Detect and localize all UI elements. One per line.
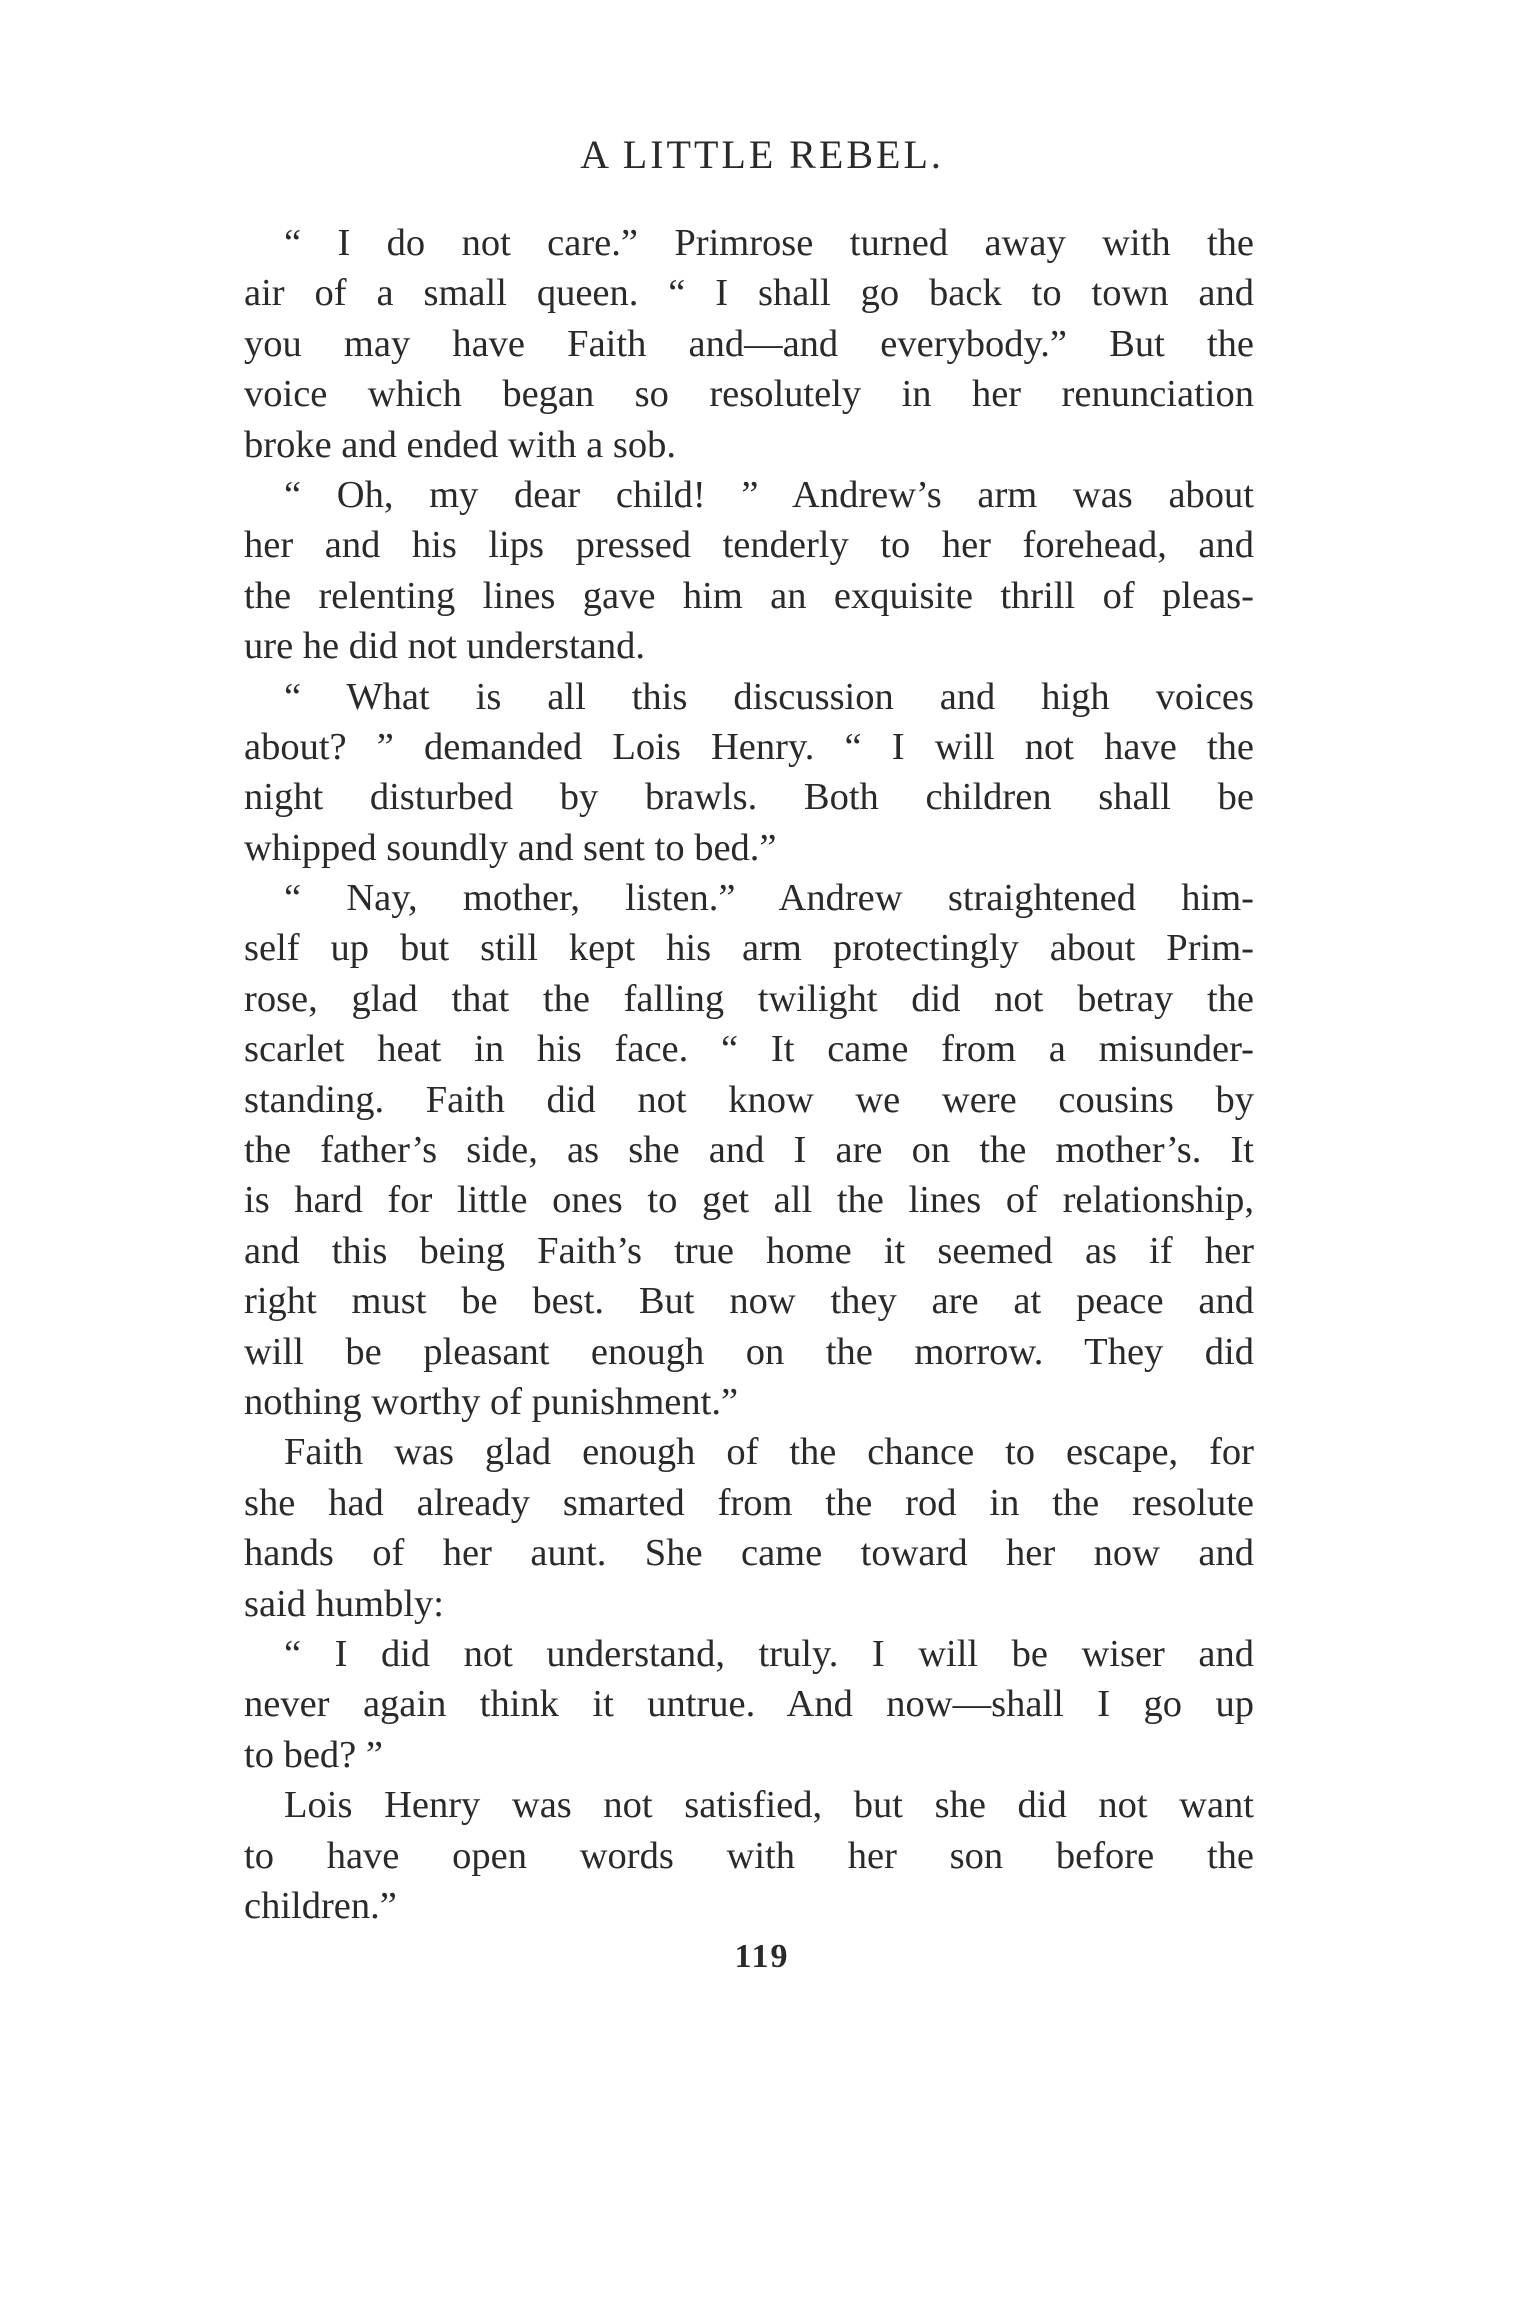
- text-line: Faith was glad enough of the chance to escape, for: [284, 1431, 1254, 1474]
- text-line: is hard for little ones to get all the lines of relationship,: [244, 1179, 1254, 1222]
- text-line: about? ” demanded Lois Henry. “ I will not have the: [244, 725, 1254, 768]
- text-line: and this being Faith’s true home it seemed as if her: [244, 1229, 1254, 1272]
- text-line: she had already smarted from the rod in the resolute: [244, 1481, 1254, 1524]
- text-line: you may have Faith and—and everybody.” But the: [244, 322, 1254, 365]
- text-line: “ I did not understand, truly. I will be wiser and: [284, 1632, 1254, 1675]
- text-line: her and his lips pressed tenderly to her forehead, and: [244, 524, 1254, 567]
- body-text: [244, 218, 1254, 1931]
- text-line: “ I do not care.” Primrose turned away with the: [284, 222, 1254, 264]
- text-line: “ What is all this discussion and high voices: [284, 675, 1254, 718]
- text-line: the father’s side, as she and I are on the mother’s. It: [244, 1129, 1254, 1172]
- text-line: “ Oh, my dear child! ” Andrew’s arm was about: [284, 473, 1254, 516]
- text-line: the relenting lines gave him an exquisite thrill of pleas-: [244, 574, 1254, 617]
- page-number: 119: [734, 1938, 790, 1975]
- text-line: never again think it untrue. And now—shall I go up: [244, 1683, 1254, 1726]
- text-line: rose, glad that the falling twilight did not betray the: [244, 977, 1254, 1020]
- text-line: said humbly:: [244, 1582, 444, 1625]
- text-line: ure he did not understand.: [244, 625, 645, 668]
- text-line: hands of her aunt. She came toward her now and: [244, 1532, 1254, 1575]
- text-line: self up but still kept his arm protectingly about Prim-: [244, 927, 1254, 970]
- text-line: broke and ended with a sob.: [244, 423, 676, 466]
- text-line: scarlet heat in his face. “ It came from a misunder-: [244, 1028, 1254, 1071]
- text-line: right must be best. But now they are at peace and: [244, 1280, 1254, 1323]
- text-line: nothing worthy of punishment.”: [244, 1380, 739, 1423]
- running-head: A LITTLE REBEL.: [580, 132, 944, 177]
- text-line: air of a small queen. “ I shall go back to town and: [244, 272, 1254, 315]
- text-line: children.”: [244, 1884, 397, 1927]
- text-line: voice which began so resolutely in her renunciation: [244, 373, 1254, 416]
- text-line: standing. Faith did not know we were cousins by: [244, 1078, 1254, 1121]
- text-line: whipped soundly and sent to bed.”: [244, 826, 777, 869]
- text-line: will be pleasant enough on the morrow. They did: [244, 1330, 1254, 1373]
- text-line: to bed? ”: [244, 1733, 383, 1776]
- text-line: to have open words with her son before the: [244, 1834, 1254, 1877]
- text-line: Lois Henry was not satisfied, but she did not want: [284, 1784, 1254, 1827]
- text-line: “ Nay, mother, listen.” Andrew straightened him-: [284, 877, 1254, 920]
- text-line: night disturbed by brawls. Both children shall be: [244, 776, 1254, 819]
